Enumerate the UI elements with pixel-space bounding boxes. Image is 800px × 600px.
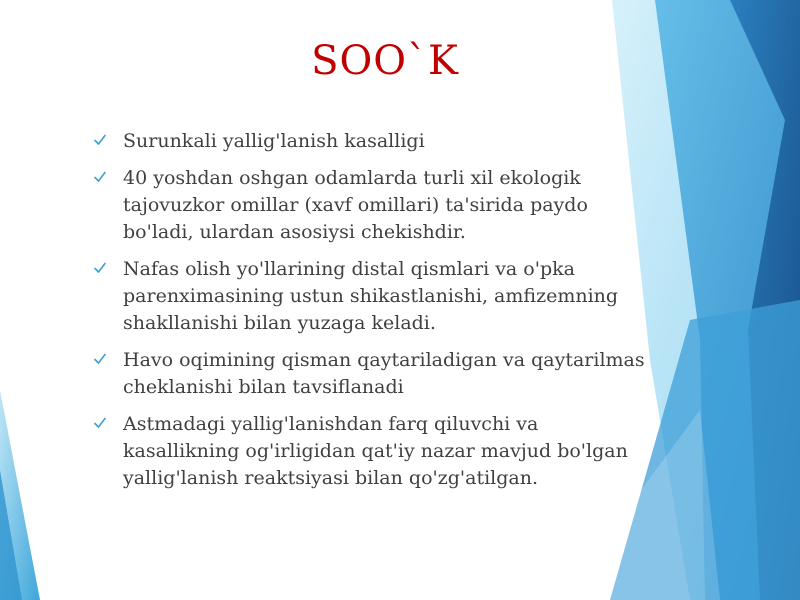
check-mark-icon	[94, 171, 106, 183]
check-mark-icon	[94, 353, 106, 365]
bullet-item	[94, 347, 654, 401]
bullet-text: Nafas olish yo'llarining distal qismlari va o'pka parenximasining ustun shikastlanishi, amfizemning shakllanishi bilan yuzaga keladi.	[123, 258, 619, 334]
bullet-item	[94, 128, 654, 155]
bullet-item	[94, 411, 654, 492]
bullet-text: Havo oqimining qisman qaytariladigan va qaytarilmas cheklanishi bilan tavsiflanadi	[123, 349, 645, 398]
bullet-text: Astmadagi yallig'lanishdan farq qiluvchi va kasallikning og'irligidan qat'iy nazar mavjud bo'lgan yallig'lanish reaktsiyasi bilan qo'zg'atilgan.	[123, 413, 628, 489]
bullet-text: Surunkali yallig'lanish kasalligi	[123, 130, 425, 152]
bullet-list	[94, 128, 654, 502]
check-mark-icon	[94, 262, 106, 274]
slide-title: SOO`K	[311, 38, 459, 84]
bullet-item	[94, 256, 654, 337]
bullet-text: 40 yoshdan oshgan odamlarda turli xil ekologik tajovuzkor omillar (xavf omillari) ta'sirida paydo bo'ladi, ulardan asosiysi chekishdir.	[123, 167, 588, 243]
check-mark-icon	[94, 417, 106, 429]
bullet-item	[94, 165, 654, 246]
check-mark-icon	[94, 134, 106, 146]
